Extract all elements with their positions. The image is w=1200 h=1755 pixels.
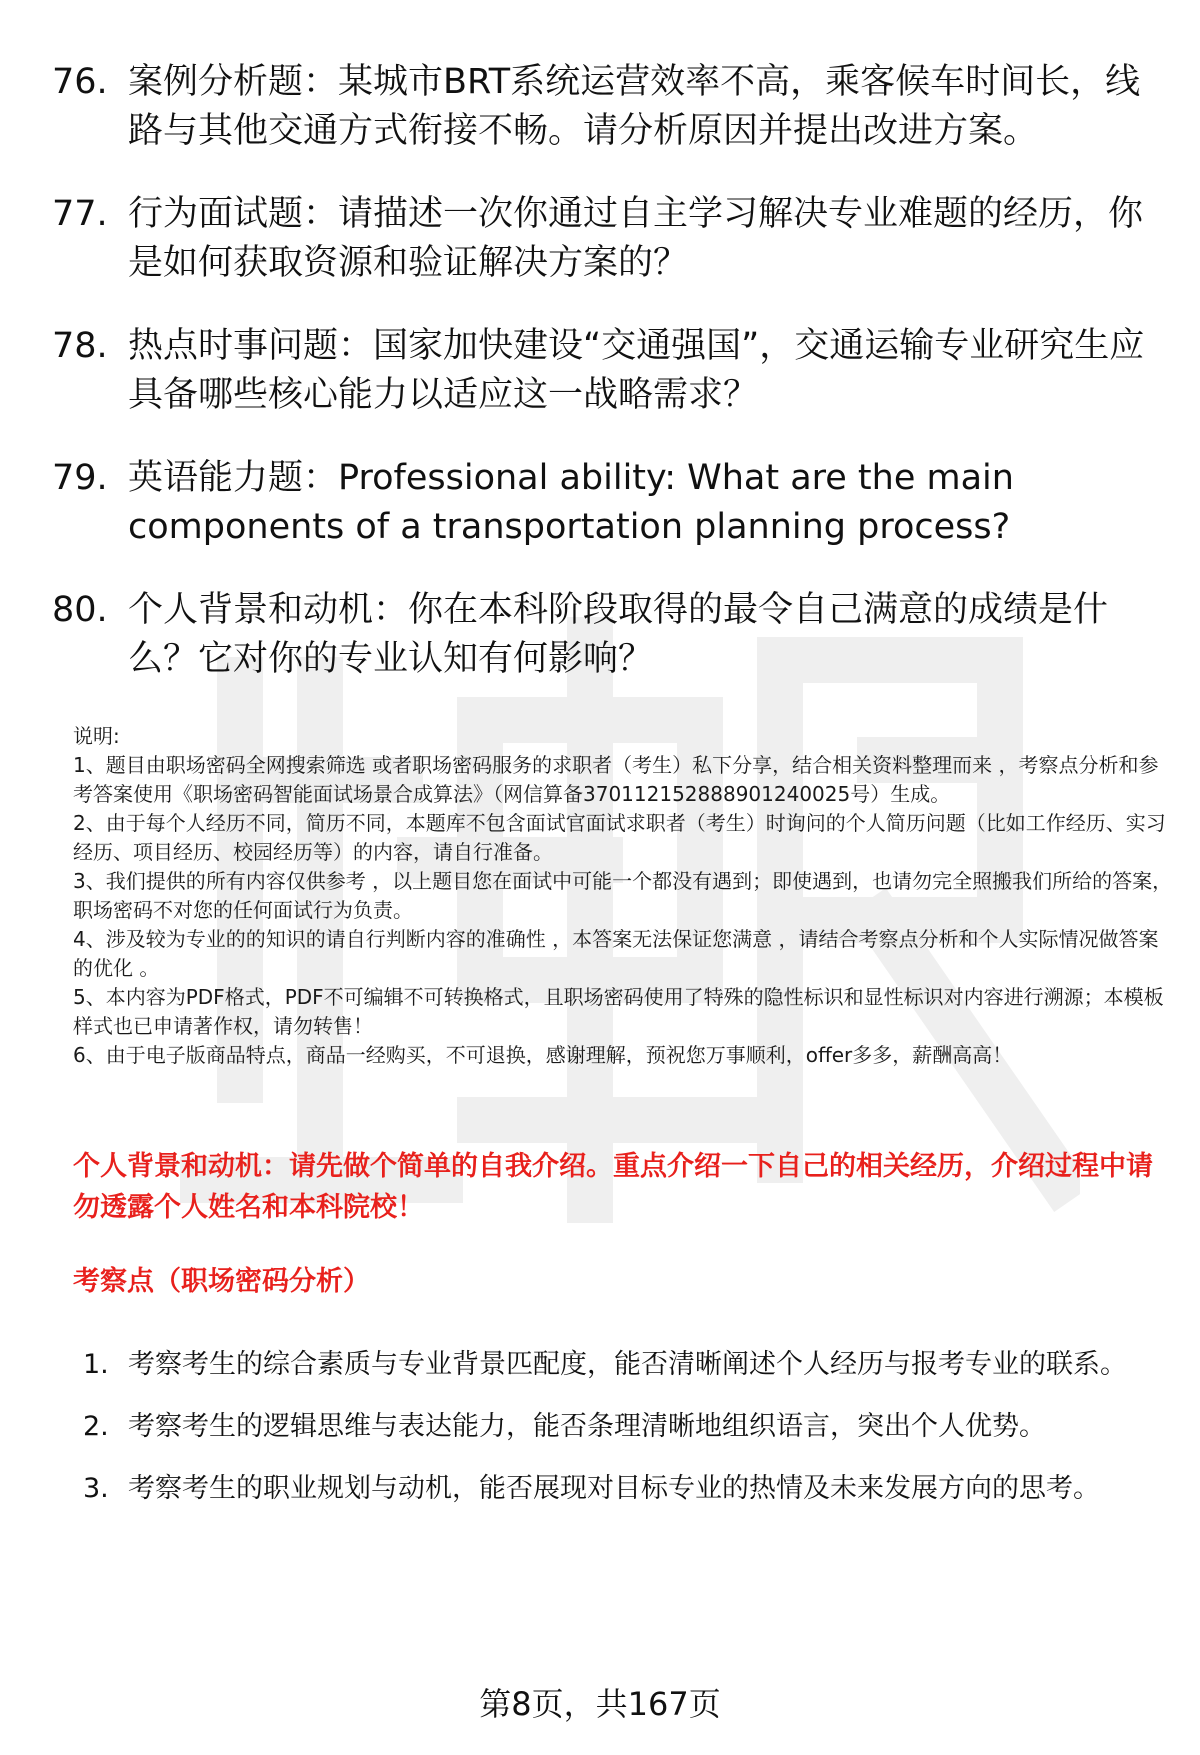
notes-section: [73, 722, 1173, 1070]
page-footer: 第8页，共167页: [479, 1685, 721, 1723]
point-text: 考察考生的逻辑思维与表达能力，能否条理清晰地组织语言，突出个人优势。: [128, 1411, 1046, 1442]
question-text: 热点时事问题：国家加快建设“交通强国”，交通运输专业研究生应具备哪些核心能力以适应这一战略需求？: [128, 326, 1145, 415]
point-text: 考察考生的职业规划与动机，能否展现对目标专业的热情及未来发展方向的思考。: [128, 1473, 1100, 1504]
point-number: 1.: [83, 1349, 109, 1380]
question-text: 个人背景和动机：你在本科阶段取得的最令自己满意的成绩是什么？它对你的专业认知有何影响？: [128, 590, 1109, 679]
analysis-point: [83, 1334, 1163, 1396]
notes-title: 说明:: [73, 724, 120, 748]
question-number: 79.: [52, 458, 108, 498]
question-text: 行为面试题：请描述一次你通过自主学习解决专业难题的经历，你是如何获取资源和验证解决方案的？: [128, 194, 1144, 283]
question-text: 案例分析题：某城市BRT系统运营效率不高，乘客候车时间长，线路与其他交通方式衔接不畅。请分析原因并提出改进方案。: [128, 62, 1141, 151]
analysis-point: [83, 1396, 1163, 1458]
point-number: 3.: [83, 1473, 109, 1504]
question-item: [52, 322, 1162, 420]
question-text: 英语能力题：Professional ability: What are the main components of a transportation planning process?: [128, 458, 1014, 547]
point-text: 考察考生的综合素质与专业背景匹配度，能否清晰阐述个人经历与报考专业的联系。: [128, 1349, 1127, 1380]
note-item: 2、由于每个人经历不同，简历不同，本题库不包含面试官面试求职者（考生）时询问的个人简历问题（比如工作经历、实习经历、项目经历、校园经历等）的内容，请自行准备。: [73, 811, 1166, 864]
point-number: 2.: [83, 1411, 109, 1442]
question-number: 80.: [52, 590, 108, 630]
question-number: 76.: [52, 62, 108, 102]
note-item: 3、我们提供的所有内容仅供参考 ，以上题目您在面试中可能一个都没有遇到；即使遇到，也请勿完全照搬我们所给的答案，职场密码不对您的任何面试行为负责。: [73, 869, 1173, 922]
question-item: [52, 586, 1162, 684]
note-item: 6、由于电子版商品特点，商品一经购买，不可退换，感谢理解，预祝您万事顺利，offer多多，薪酬高高！: [73, 1043, 1013, 1067]
analysis-point: [83, 1458, 1163, 1520]
question-item: [52, 190, 1162, 288]
analysis-title: 考察点（职场密码分析）: [73, 1266, 370, 1297]
question-item: [52, 58, 1162, 156]
question-number: 78.: [52, 326, 108, 366]
highlight-question: 个人背景和动机：请先做个简单的自我介绍。重点介绍一下自己的相关经历，介绍过程中请勿透露个人姓名和本科院校！: [73, 1151, 1153, 1223]
note-item: 5、本内容为PDF格式，PDF不可编辑不可转换格式，且职场密码使用了特殊的隐性标识和显性标识对内容进行溯源；本模板样式也已申请著作权，请勿转售！: [73, 985, 1164, 1038]
question-list: [52, 58, 1162, 718]
analysis-points: [83, 1334, 1163, 1520]
note-item: 4、涉及较为专业的的知识的请自行判断内容的准确性 ，本答案无法保证您满意 ，请结合考察点分析和个人实际情况做答案的优化 。: [73, 927, 1159, 980]
question-item: [52, 454, 1162, 552]
question-number: 77.: [52, 194, 108, 234]
note-item: 1、题目由职场密码全网搜索筛选 或者职场密码服务的求职者（考生）私下分享，结合相关资料整理而来 ，考察点分析和参考答案使用《职场密码智能面试场景合成算法》（网信算备370112152888901240025号）生成。: [73, 753, 1159, 806]
